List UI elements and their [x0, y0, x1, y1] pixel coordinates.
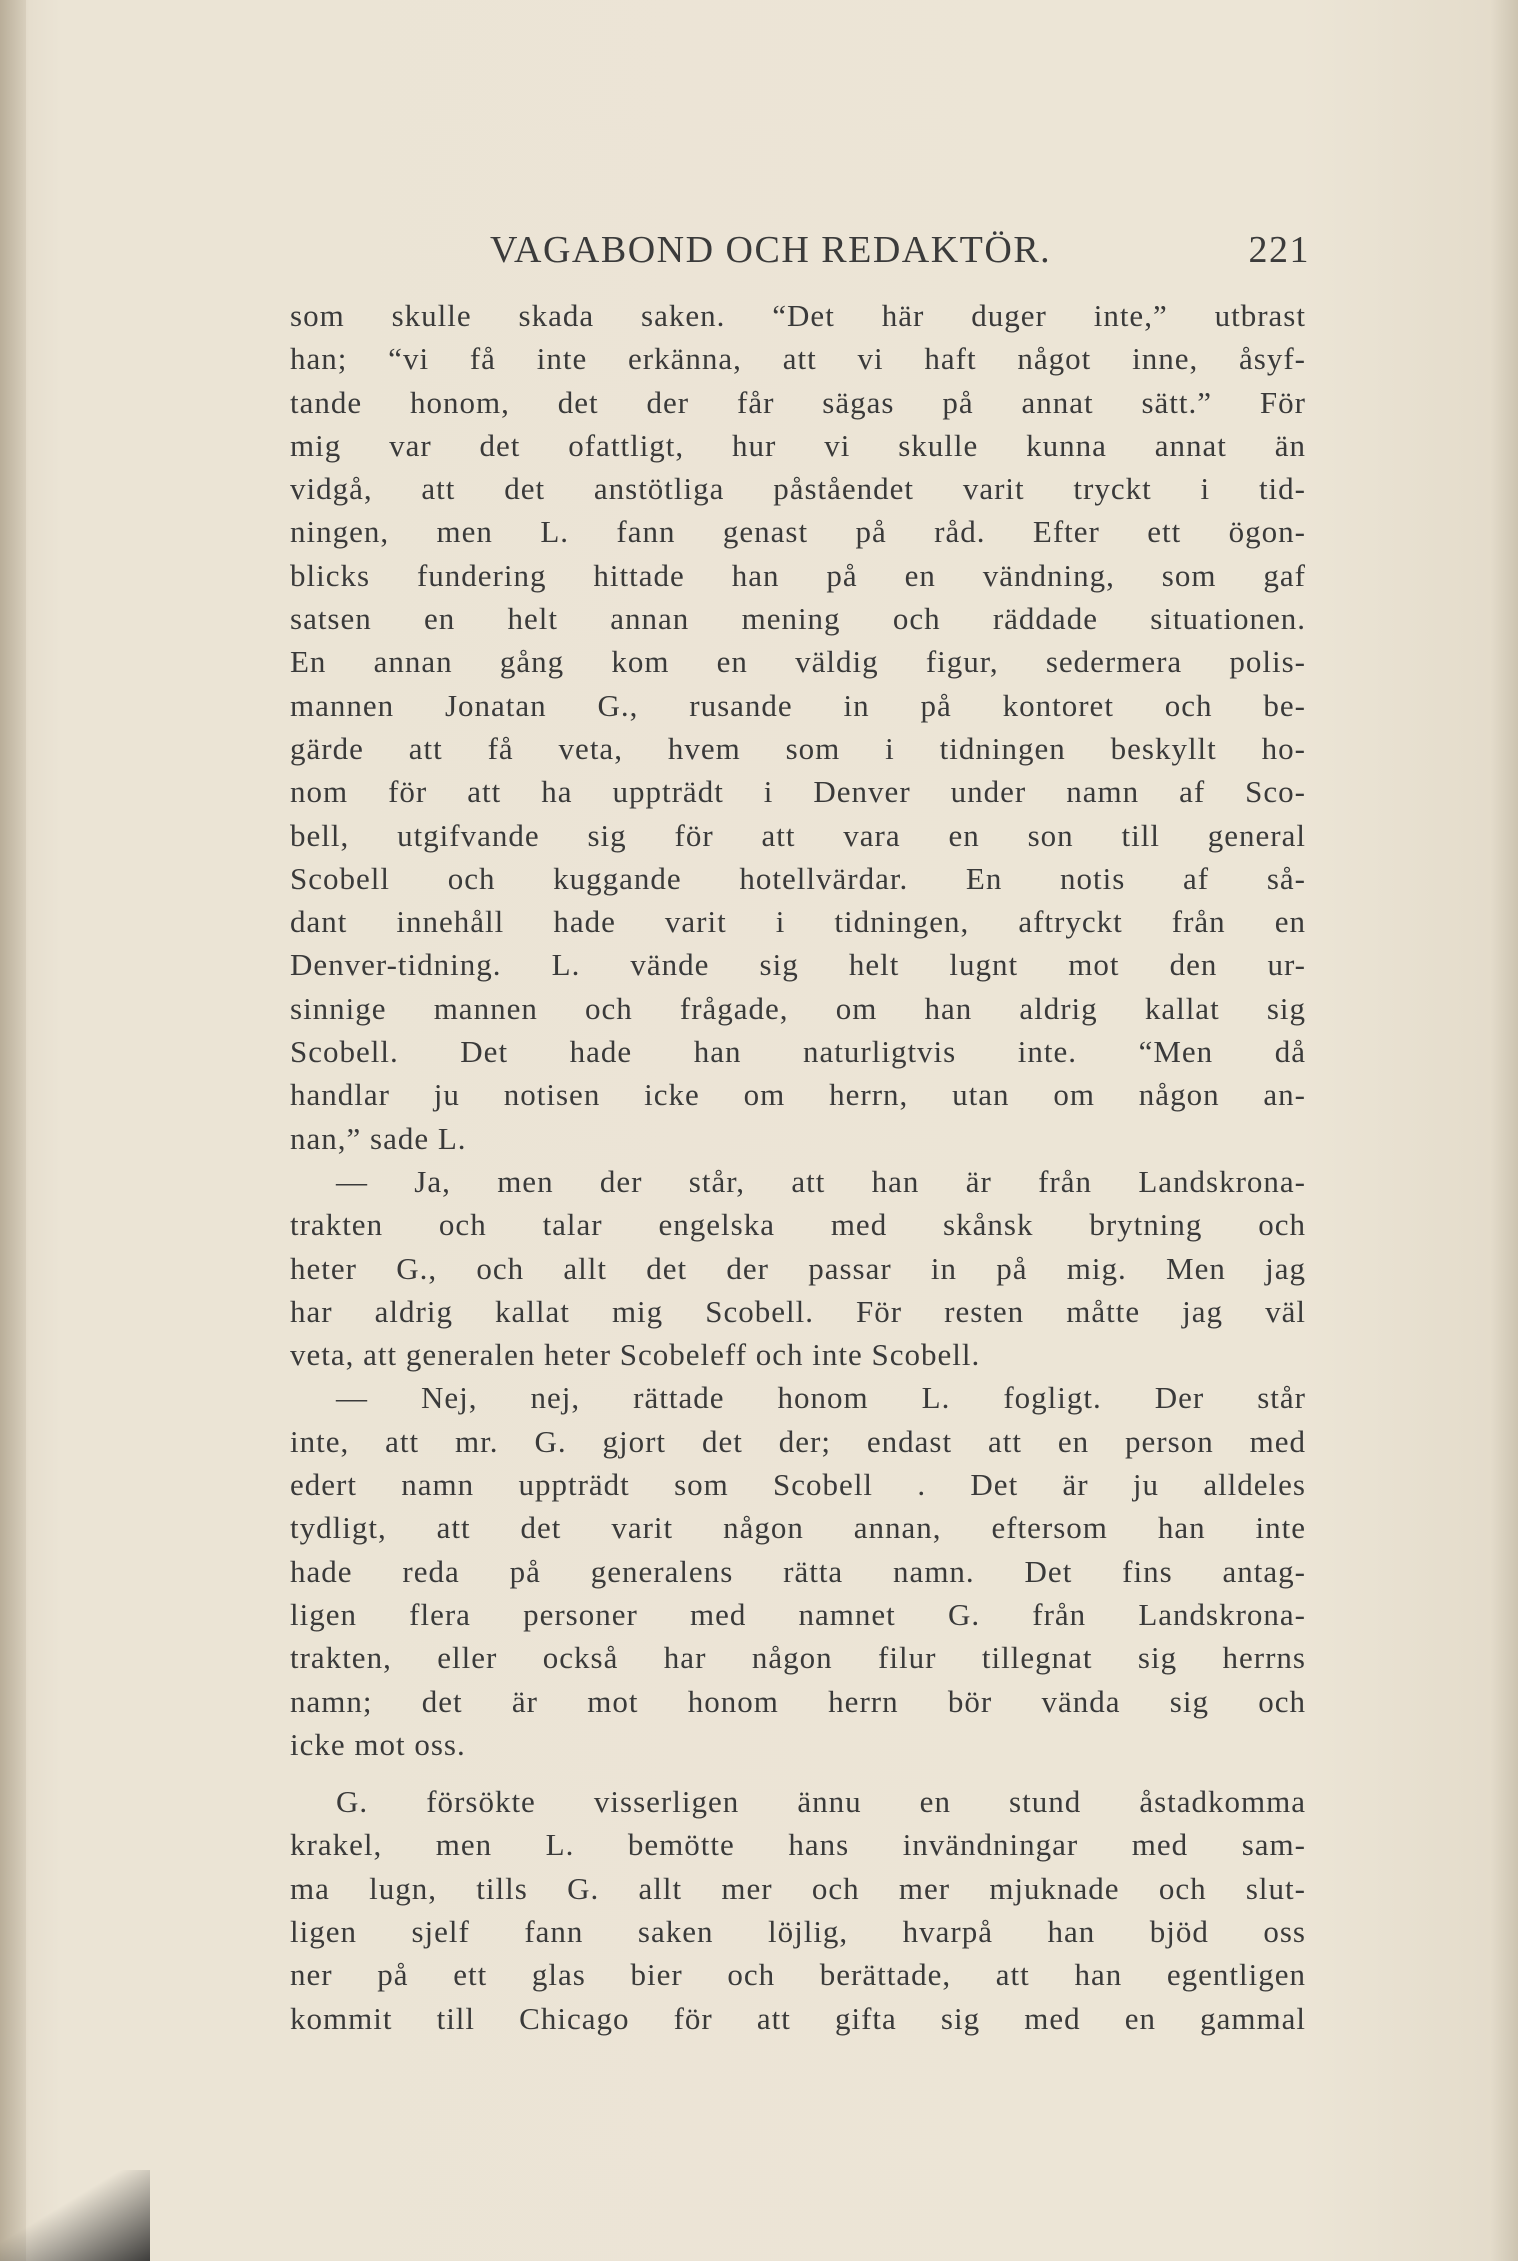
text-line: kommit till Chicago för att gifta sig med en gammal [290, 2000, 1306, 2036]
text-line: hade reda på generalens rätta namn. Det fins antag- [290, 1553, 1306, 1589]
text-line: Denver-tidning. L. vände sig helt lugnt mot den ur- [290, 947, 1306, 983]
text-line: tydligt, att det varit någon annan, eftersom han inte [290, 1510, 1306, 1546]
text-line: har aldrig kallat mig Scobell. För resten måtte jag väl [290, 1293, 1306, 1329]
text-line: namn; det är mot honom herrn bör vända sig och [290, 1683, 1306, 1719]
text-line: tande honom, det der får sägas på annat sätt.” För [290, 384, 1306, 420]
text-line: ligen sjelf fann saken löjlig, hvarpå han bjöd oss [290, 1913, 1306, 1949]
text-line: trakten och talar engelska med skånsk brytning och [290, 1207, 1306, 1243]
page-number: 221 [1248, 229, 1310, 271]
text-line: heter G., och allt det der passar in på mig. Men jag [290, 1250, 1306, 1286]
text-line: bell, utgifvande sig för att vara en son till general [290, 817, 1306, 853]
text-line: ma lugn, tills G. allt mer och mer mjuknade och slut- [290, 1870, 1306, 1906]
text-line: icke mot oss. [290, 1726, 466, 1762]
text-line: edert namn uppträdt som Scobell . Det är ju alldeles [290, 1467, 1306, 1503]
running-header-title: VAGABOND OCH REDAKTÖR. [490, 229, 1052, 271]
text-line: ningen, men L. fann genast på råd. Efter ett ögon- [290, 514, 1306, 550]
binding-shadow [0, 2170, 150, 2261]
text-line: ner på ett glas bier och berättade, att han egentligen [290, 1957, 1306, 1993]
text-line: ligen flera personer med namnet G. från Landskrona- [290, 1596, 1306, 1632]
text-line: nom för att ha uppträdt i Denver under namn af Sco- [290, 774, 1306, 810]
text-line: vidgå, att det anstötliga påståendet varit tryckt i tid- [290, 471, 1306, 507]
text-line: veta, att generalen heter Scobeleff och inte Scobell. [290, 1337, 981, 1373]
text-line: handlar ju notisen icke om herrn, utan om någon an- [290, 1077, 1306, 1113]
text-line: En annan gång kom en väldig figur, sedermera polis- [290, 644, 1306, 680]
text-line: mannen Jonatan G., rusande in på kontoret och be- [290, 687, 1306, 723]
text-line: som skulle skada saken. “Det här duger inte,” utbrast [290, 298, 1306, 333]
text-line: — Ja, men der står, att han är från Landskrona- [336, 1163, 1306, 1199]
text-line: Scobell. Det hade han naturligtvis inte. “Men då [290, 1034, 1306, 1070]
text-line: Scobell och kuggande hotellvärdar. En notis af så- [290, 860, 1306, 896]
text-line: nan,” sade L. [290, 1120, 467, 1156]
text-line: dant innehåll hade varit i tidningen, aftryckt från en [290, 904, 1306, 940]
text-line: satsen en helt annan mening och räddade situationen. [290, 601, 1306, 637]
page-binding-edge [0, 0, 26, 2261]
text-line: G. försökte visserligen ännu en stund åstadkomma [336, 1784, 1306, 1820]
text-line: krakel, men L. bemötte hans invändningar med sam- [290, 1827, 1306, 1863]
text-line: gärde att få veta, hvem som i tidningen beskyllt ho- [290, 730, 1306, 766]
body-text [290, 294, 1306, 2040]
running-header [290, 228, 1310, 278]
text-line: han; “vi få inte erkänna, att vi haft något inne, åsyf- [290, 341, 1306, 377]
text-line: blicks fundering hittade han på en vändning, som gaf [290, 557, 1306, 593]
text-line: trakten, eller också har någon filur tillegnat sig herrns [290, 1640, 1306, 1676]
text-line: sinnige mannen och frågade, om han aldrig kallat sig [290, 990, 1306, 1026]
text-line: mig var det ofattligt, hur vi skulle kunna annat än [290, 427, 1306, 463]
text-line: — Nej, nej, rättade honom L. fogligt. Der står [336, 1380, 1306, 1416]
text-line: inte, att mr. G. gjort det der; endast att en person med [290, 1423, 1306, 1459]
